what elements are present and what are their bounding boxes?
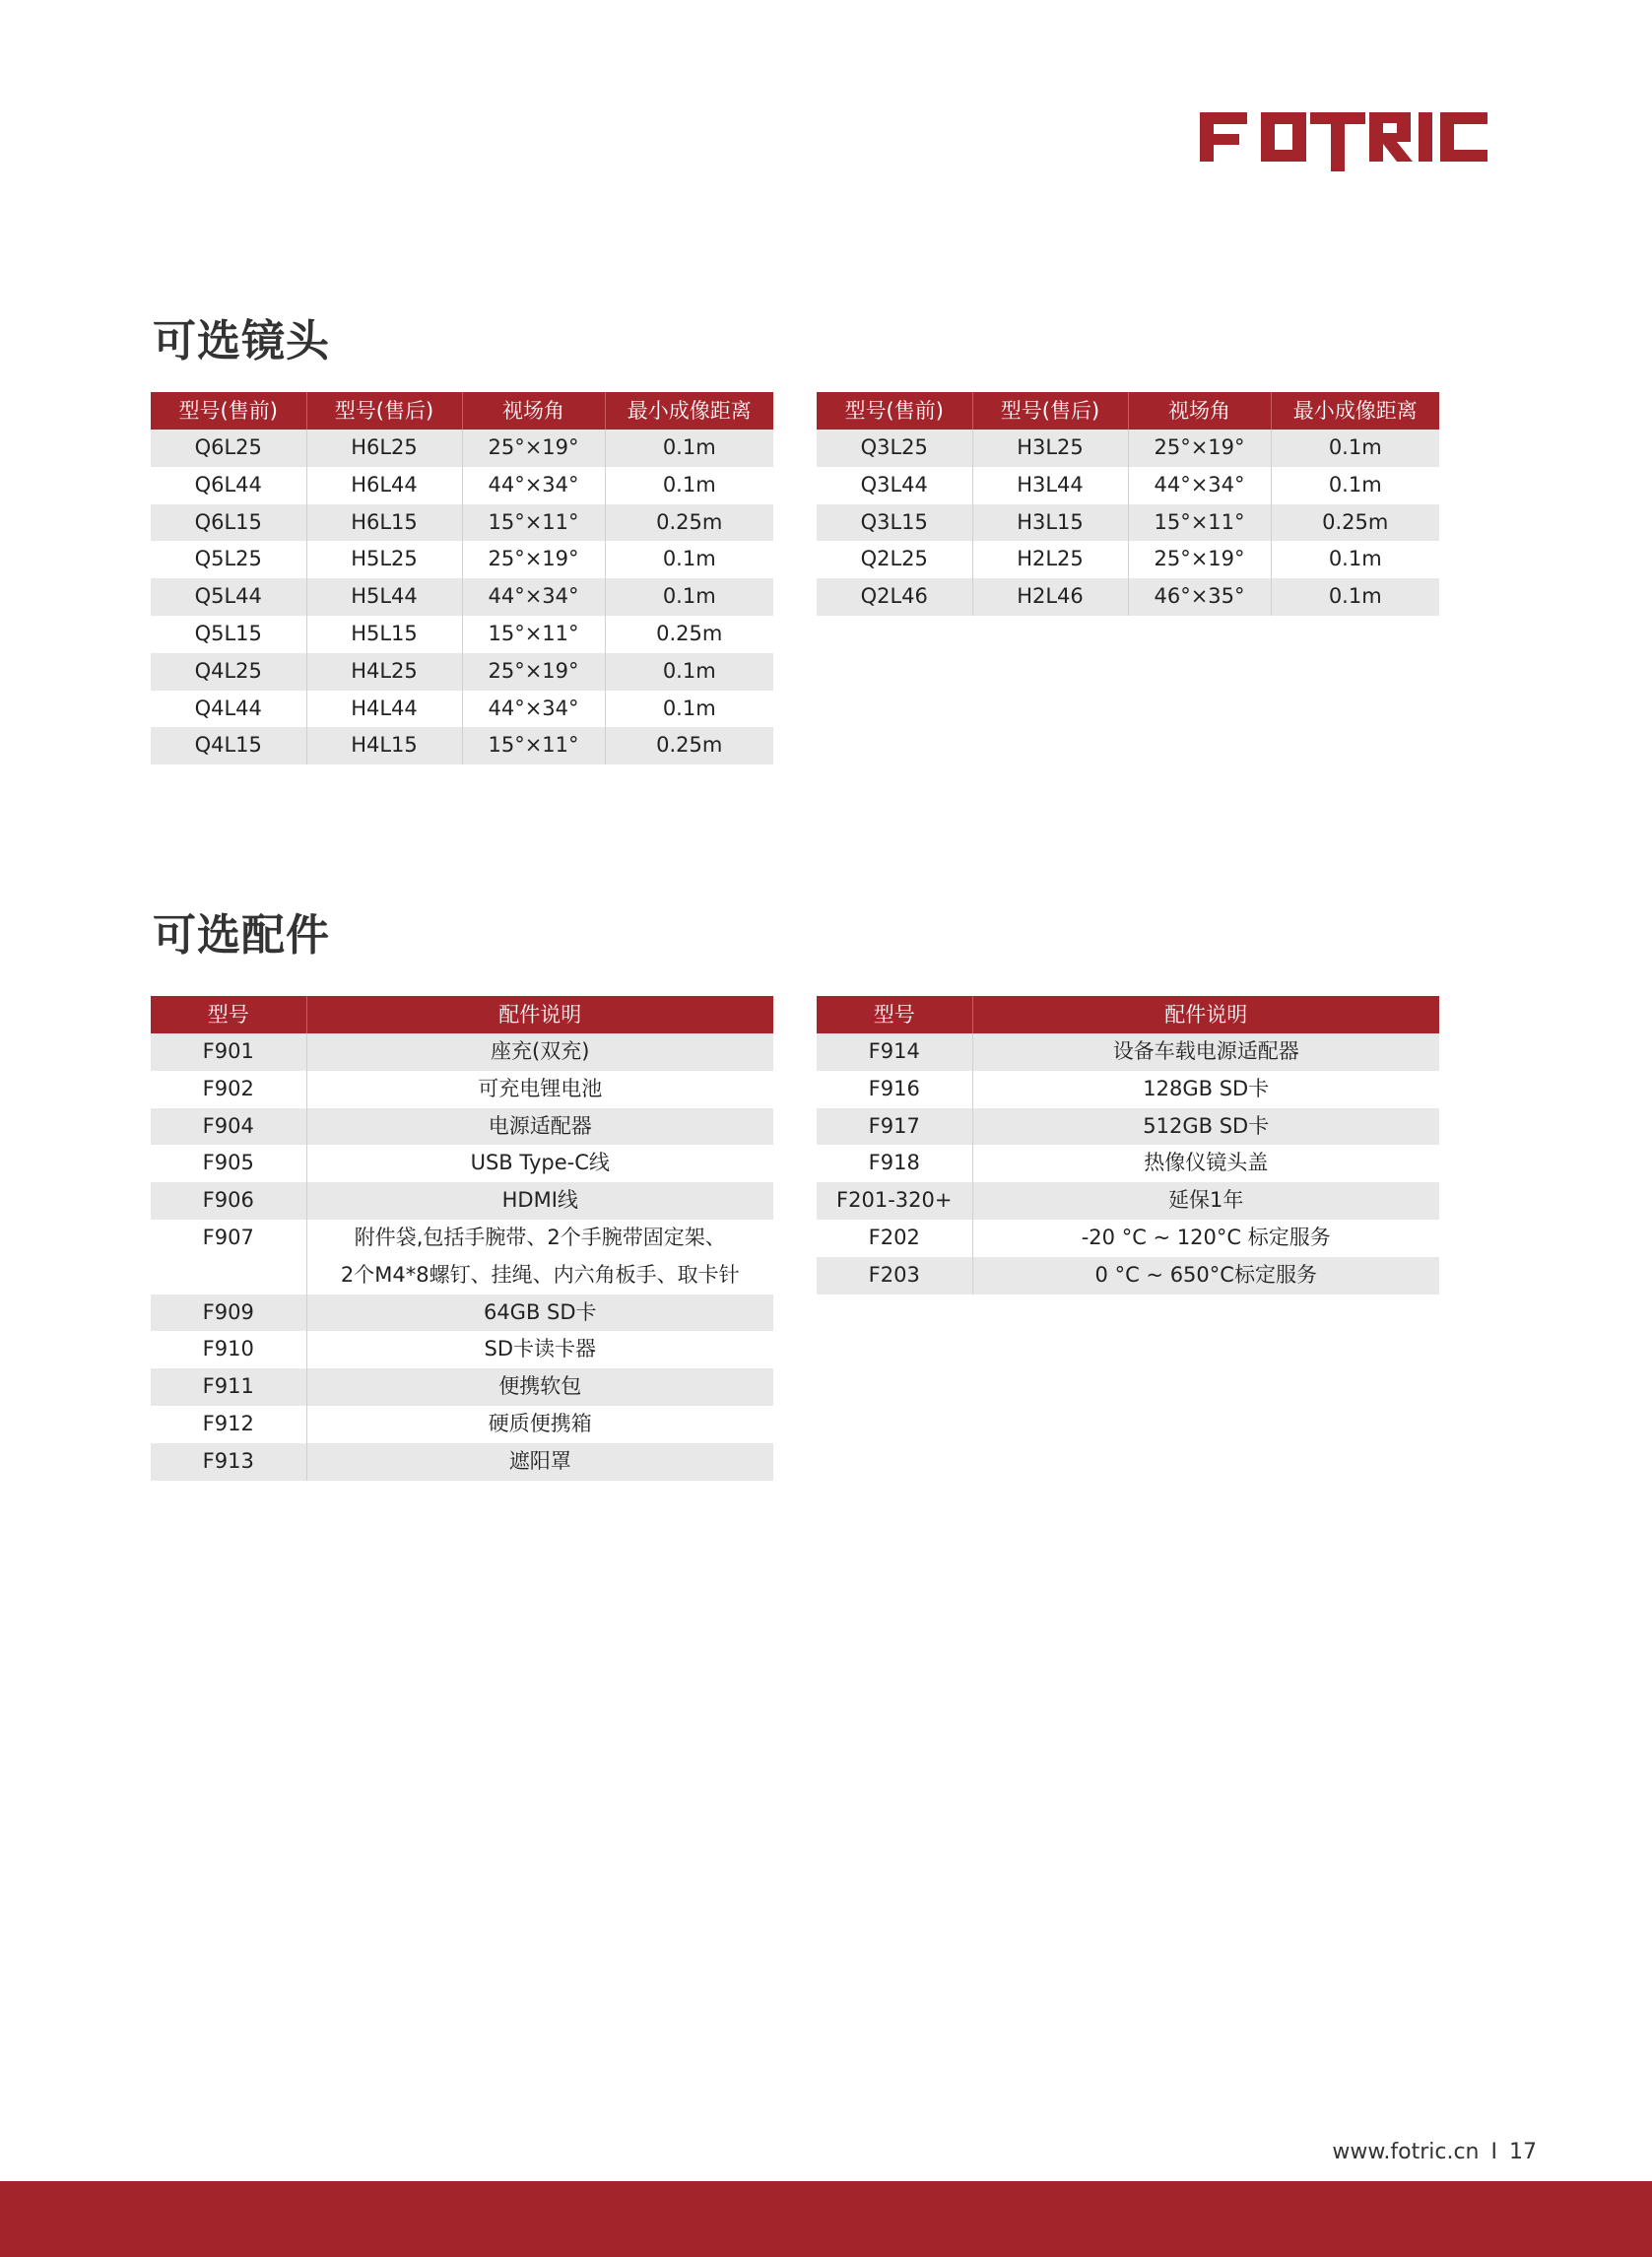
table-cell: 0.1m: [605, 578, 773, 616]
accessory-model: F918: [817, 1145, 972, 1182]
accessory-description: 延保1年: [972, 1182, 1439, 1220]
table-cell: 0.1m: [605, 653, 773, 691]
table-row: [151, 430, 773, 467]
table-cell: H4L25: [306, 653, 462, 691]
table-cell: 0.1m: [1271, 467, 1439, 504]
accessory-description: 座充(双充): [306, 1033, 773, 1071]
accessory-model: F914: [817, 1033, 972, 1071]
table-cell: H2L46: [972, 578, 1128, 616]
table-cell: 25°×19°: [1128, 430, 1271, 467]
accessory-model: F910: [151, 1331, 306, 1368]
table-cell: 15°×11°: [1128, 504, 1271, 542]
accessory-description: 0 °C ~ 650°C标定服务: [972, 1257, 1439, 1294]
table-cell: H6L25: [306, 430, 462, 467]
table-cell: H5L44: [306, 578, 462, 616]
table-row: [817, 1182, 1439, 1220]
table-row: [151, 1108, 773, 1146]
table-cell: 15°×11°: [462, 727, 605, 764]
lens-table-right: [817, 392, 1439, 616]
accessory-description: 设备车载电源适配器: [972, 1033, 1439, 1071]
table-row: [151, 1182, 773, 1220]
table-cell: H6L15: [306, 504, 462, 542]
table-cell: Q5L44: [151, 578, 306, 616]
accessory-model: F902: [151, 1071, 306, 1108]
table-cell: 0.1m: [605, 541, 773, 578]
lens-header-cell: 最小成像距离: [1271, 392, 1439, 430]
accessory-model: F909: [151, 1294, 306, 1332]
accessory-model: F202: [817, 1220, 972, 1257]
table-cell: Q2L46: [817, 578, 972, 616]
table-row: [151, 504, 773, 542]
table-row: [151, 1294, 773, 1332]
fotric-logo-icon: [1200, 112, 1487, 171]
table-row: [151, 727, 773, 764]
table-row: [151, 1406, 773, 1443]
table-row: [151, 1443, 773, 1481]
table-cell: H3L44: [972, 467, 1128, 504]
table-cell: 44°×34°: [462, 467, 605, 504]
accessory-model: F906: [151, 1182, 306, 1220]
table-cell: 0.25m: [1271, 504, 1439, 542]
footer-bar: [0, 2181, 1652, 2257]
accessory-model: F907: [151, 1220, 306, 1294]
table-row: [151, 1331, 773, 1368]
accessory-table-left: [151, 996, 773, 1481]
table-cell: 0.1m: [1271, 578, 1439, 616]
table-row: [817, 578, 1439, 616]
lens-header-cell: 型号(售后): [306, 392, 462, 430]
lens-header-cell: 型号(售前): [817, 392, 972, 430]
accessory-description: [306, 1220, 773, 1294]
table-cell: H3L25: [972, 430, 1128, 467]
accessory-model: F905: [151, 1145, 306, 1182]
accessory-header-cell: 配件说明: [972, 996, 1439, 1033]
table-cell: Q3L15: [817, 504, 972, 542]
table-cell: H4L15: [306, 727, 462, 764]
table-cell: H5L15: [306, 616, 462, 653]
table-cell: 25°×19°: [1128, 541, 1271, 578]
table-row: [151, 1368, 773, 1406]
table-row: [817, 1033, 1439, 1071]
accessory-header-cell: 型号: [817, 996, 972, 1033]
footer-separator: I: [1490, 2140, 1497, 2164]
table-row: [151, 467, 773, 504]
description-line: 2个M4*8螺钉、挂绳、内六角板手、取卡针: [340, 1262, 740, 1287]
lens-table-header: [817, 392, 1439, 430]
table-cell: Q2L25: [817, 541, 972, 578]
accessory-table-right: [817, 996, 1439, 1294]
accessory-description: HDMI线: [306, 1182, 773, 1220]
lens-header-cell: 视场角: [1128, 392, 1271, 430]
table-row: [151, 1220, 773, 1294]
table-cell: H4L44: [306, 691, 462, 728]
fotric-logo: [1200, 112, 1487, 171]
lens-table-left: [151, 392, 773, 764]
accessory-model: F912: [151, 1406, 306, 1443]
table-cell: 0.1m: [605, 467, 773, 504]
table-cell: H6L44: [306, 467, 462, 504]
table-cell: 0.1m: [1271, 541, 1439, 578]
table-cell: H5L25: [306, 541, 462, 578]
accessory-model: F911: [151, 1368, 306, 1406]
table-cell: H2L25: [972, 541, 1128, 578]
lens-header-cell: 型号(售前): [151, 392, 306, 430]
accessory-description: 遮阳罩: [306, 1443, 773, 1481]
table-cell: 25°×19°: [462, 541, 605, 578]
accessory-table-header: [151, 996, 773, 1033]
table-cell: Q5L15: [151, 616, 306, 653]
table-cell: 46°×35°: [1128, 578, 1271, 616]
accessory-description: USB Type-C线: [306, 1145, 773, 1182]
accessory-description: -20 °C ~ 120°C 标定服务: [972, 1220, 1439, 1257]
table-cell: 15°×11°: [462, 616, 605, 653]
accessory-description: 可充电锂电池: [306, 1071, 773, 1108]
table-row: [817, 1220, 1439, 1257]
table-row: [151, 541, 773, 578]
table-row: [817, 504, 1439, 542]
page-number: 17: [1509, 2140, 1537, 2164]
table-cell: Q4L44: [151, 691, 306, 728]
accessory-model: F901: [151, 1033, 306, 1071]
accessory-header-cell: 配件说明: [306, 996, 773, 1033]
accessory-description: 64GB SD卡: [306, 1294, 773, 1332]
accessory-model: F917: [817, 1108, 972, 1146]
table-cell: 0.1m: [605, 430, 773, 467]
lens-header-cell: 型号(售后): [972, 392, 1128, 430]
table-row: [817, 541, 1439, 578]
table-cell: 0.25m: [605, 616, 773, 653]
footer: [1332, 2140, 1537, 2164]
table-row: [817, 1108, 1439, 1146]
table-row: [817, 430, 1439, 467]
table-row: [151, 1071, 773, 1108]
footer-website[interactable]: www.fotric.cn: [1332, 2140, 1480, 2164]
accessory-description: 128GB SD卡: [972, 1071, 1439, 1108]
table-cell: Q6L25: [151, 430, 306, 467]
table-row: [817, 467, 1439, 504]
table-cell: Q4L15: [151, 727, 306, 764]
table-cell: Q6L15: [151, 504, 306, 542]
table-row: [817, 1257, 1439, 1294]
accessory-model: F203: [817, 1257, 972, 1294]
lens-header-cell: 视场角: [462, 392, 605, 430]
lens-header-cell: 最小成像距离: [605, 392, 773, 430]
accessory-model: F916: [817, 1071, 972, 1108]
accessory-table-header: [817, 996, 1439, 1033]
table-row: [151, 1145, 773, 1182]
table-cell: 25°×19°: [462, 430, 605, 467]
accessory-description: 电源适配器: [306, 1108, 773, 1146]
accessory-description: 便携软包: [306, 1368, 773, 1406]
table-cell: 44°×34°: [1128, 467, 1271, 504]
table-cell: Q4L25: [151, 653, 306, 691]
lens-section-title: 可选镜头: [153, 316, 330, 366]
accessory-description: 热像仪镜头盖: [972, 1145, 1439, 1182]
table-cell: 44°×34°: [462, 578, 605, 616]
table-cell: 0.1m: [1271, 430, 1439, 467]
description-line: 附件袋,包括手腕带、2个手腕带固定架、: [354, 1225, 726, 1249]
table-cell: Q6L44: [151, 467, 306, 504]
accessory-model: F913: [151, 1443, 306, 1481]
table-row: [151, 1033, 773, 1071]
table-row: [151, 616, 773, 653]
table-row: [817, 1145, 1439, 1182]
table-cell: 25°×19°: [462, 653, 605, 691]
table-row: [151, 691, 773, 728]
table-cell: Q3L25: [817, 430, 972, 467]
accessory-description: 512GB SD卡: [972, 1108, 1439, 1146]
table-cell: 15°×11°: [462, 504, 605, 542]
table-cell: 0.25m: [605, 504, 773, 542]
table-row: [151, 578, 773, 616]
lens-table-header: [151, 392, 773, 430]
accessory-section-title: 可选配件: [153, 910, 330, 961]
table-row: [151, 653, 773, 691]
accessory-model: F904: [151, 1108, 306, 1146]
accessory-model: F201-320+: [817, 1182, 972, 1220]
table-row: [817, 1071, 1439, 1108]
accessory-header-cell: 型号: [151, 996, 306, 1033]
table-cell: H3L15: [972, 504, 1128, 542]
accessory-description: SD卡读卡器: [306, 1331, 773, 1368]
accessory-description: 硬质便携箱: [306, 1406, 773, 1443]
table-cell: 44°×34°: [462, 691, 605, 728]
table-cell: Q5L25: [151, 541, 306, 578]
table-cell: 0.25m: [605, 727, 773, 764]
table-cell: Q3L44: [817, 467, 972, 504]
table-cell: 0.1m: [605, 691, 773, 728]
